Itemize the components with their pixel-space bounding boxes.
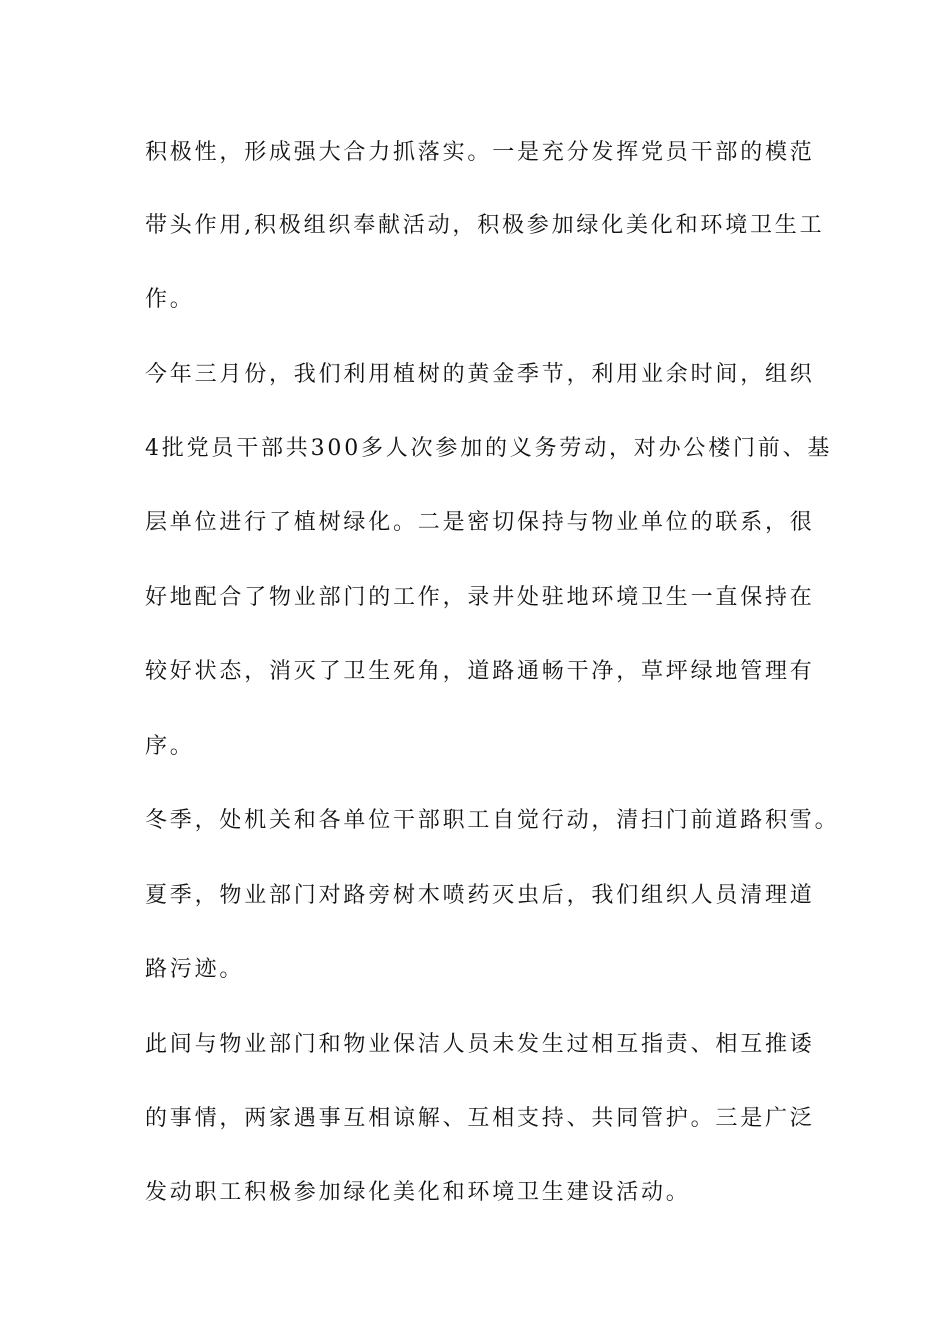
- text-line: 序。: [145, 734, 195, 759]
- text-line: 层单位进行了植树绿化。二是密切保持与物业单位的联系，很: [145, 510, 815, 535]
- text-line: 此间与物业部门和物业保洁人员未发生过相互指责、相互推诿: [145, 1032, 815, 1057]
- text-line: 的事情，两家遇事互相谅解、互相支持、共同管护。三是广泛: [145, 1106, 815, 1131]
- text-line: 夏季，物业部门对路旁树木喷药灭虫后，我们组织人员清理道: [145, 883, 815, 908]
- text-line: 冬季，处机关和各单位干部职工自觉行动，清扫门前道路积雪。: [145, 808, 840, 833]
- text-line: 4批党员干部共300多人次参加的义务劳动，对办公楼门前、基: [145, 436, 833, 461]
- text-line: 带头作用,积极组织奉献活动，积极参加绿化美化和环境卫生工: [145, 213, 825, 238]
- text-line: 发动职工积极参加绿化美化和环境卫生建设活动。: [145, 1180, 691, 1205]
- text-line: 较好状态，消灭了卫生死角，道路通畅干净，草坪绿地管理有: [145, 659, 815, 684]
- text-line: 积极性，形成强大合力抓落实。一是充分发挥党员干部的模范: [145, 140, 815, 165]
- text-line: 作。: [145, 287, 195, 312]
- text-line: 路污迹。: [145, 957, 245, 982]
- text-line: 好地配合了物业部门的工作，录井处驻地环境卫生一直保持在: [145, 585, 815, 610]
- text-line: 今年三月份，我们利用植树的黄金季节，利用业余时间，组织: [145, 362, 815, 387]
